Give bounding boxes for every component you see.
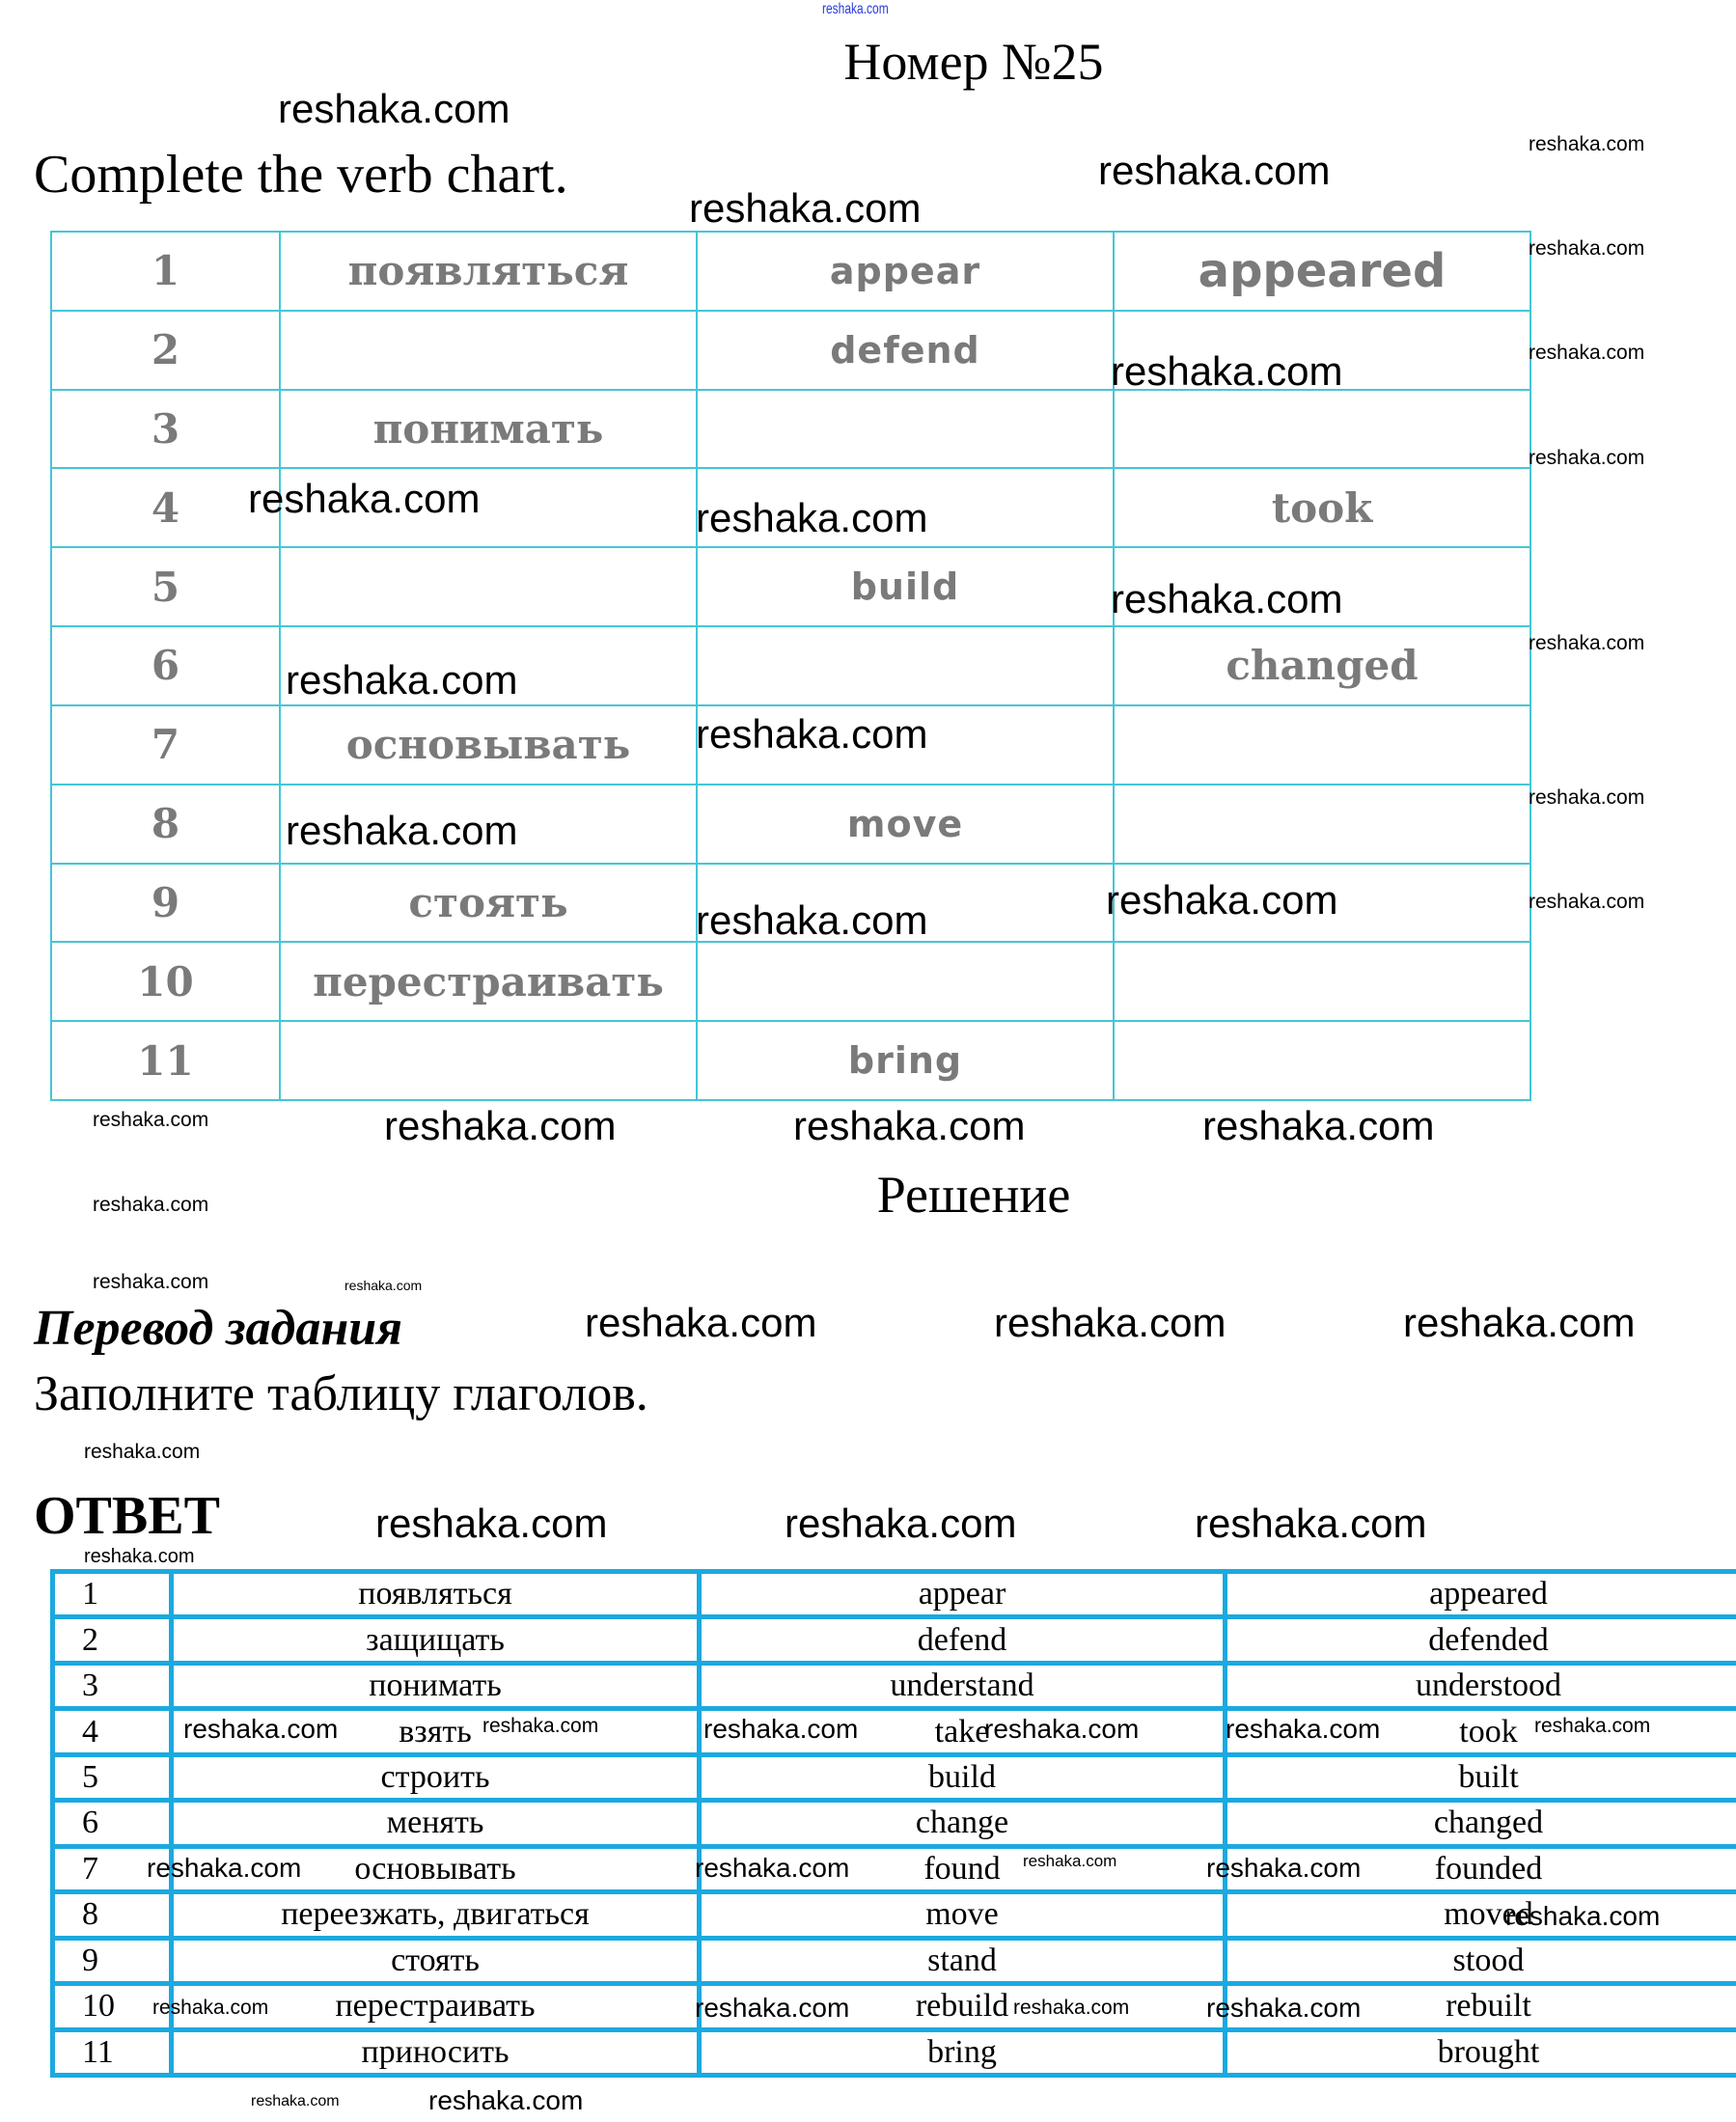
watermark: reshaka.com (1206, 1853, 1362, 1883)
infinitive-cell: bring (700, 2029, 1226, 2075)
infinitive-cell: move (700, 1892, 1226, 1938)
infinitive-cell (697, 390, 1114, 469)
infinitive-cell: move (697, 785, 1114, 864)
row-number-cell: 8 (53, 1892, 172, 1938)
row-number-cell: 1 (53, 1572, 172, 1617)
watermark: reshaka.com (695, 1853, 850, 1883)
past-simple-cell (1114, 390, 1530, 469)
russian-verb-cell: взять (172, 1709, 700, 1754)
watermark: reshaka.com (984, 1714, 1140, 1744)
russian-verb-cell: строить (172, 1754, 700, 1800)
watermark: reshaka.com (1106, 877, 1338, 923)
russian-verb-cell: понимать (280, 390, 697, 469)
russian-verb-cell: основывать (172, 1846, 700, 1891)
solution-heading: Решение (876, 1166, 1071, 1224)
russian-verb-cell: появляться (280, 232, 697, 311)
russian-verb-cell: приносить (172, 2029, 700, 2075)
table-row (51, 942, 1530, 1021)
past-simple-cell: changed (1114, 626, 1530, 705)
row-number-cell: 11 (53, 2029, 172, 2075)
past-simple-cell: took (1114, 468, 1530, 547)
row-number-cell: 6 (53, 1801, 172, 1846)
table-row (53, 1754, 1736, 1800)
row-number-cell: 1 (51, 232, 280, 311)
table-row (53, 2029, 1736, 2075)
watermark: reshaka.com (793, 1103, 1026, 1148)
table-row (53, 1617, 1736, 1663)
russian-verb-cell: стоять (280, 864, 697, 943)
watermark: reshaka.com (84, 1441, 201, 1463)
watermark: reshaka.com (482, 1715, 599, 1737)
watermark: reshaka.com (585, 1300, 817, 1345)
table-row (53, 1846, 1736, 1891)
infinitive-cell: found (700, 1846, 1226, 1891)
row-number-cell: 3 (51, 390, 280, 469)
russian-verb-cell: основывать (280, 705, 697, 785)
row-number-cell: 11 (51, 1021, 280, 1100)
past-simple-cell: appeared (1226, 1572, 1736, 1617)
row-number-cell: 6 (51, 626, 280, 705)
russian-verb-cell: понимать (172, 1663, 700, 1708)
answer-heading: ОТВЕТ (34, 1486, 220, 1546)
infinitive-cell (697, 626, 1114, 705)
table-row (53, 1892, 1736, 1938)
row-number-cell: 5 (53, 1754, 172, 1800)
infinitive-cell: defend (697, 311, 1114, 390)
russian-verb-cell: стоять (172, 1938, 700, 1983)
watermark: reshaka.com (84, 1546, 195, 1567)
row-number-cell: 3 (53, 1663, 172, 1708)
past-simple-cell: brought (1226, 2029, 1736, 2075)
infinitive-cell (697, 942, 1114, 1021)
row-number-cell: 5 (51, 547, 280, 626)
table-row (53, 1572, 1736, 1617)
watermark: reshaka.com (286, 657, 518, 703)
watermark: reshaka.com (1529, 891, 1645, 913)
past-simple-cell: appeared (1114, 232, 1530, 311)
watermark: reshaka.com (994, 1300, 1226, 1345)
watermark: reshaka.com (1529, 447, 1645, 469)
task-instruction: Complete the verb chart. (34, 145, 568, 205)
watermark: reshaka.com (1529, 632, 1645, 654)
infinitive-cell: understand (700, 1663, 1226, 1708)
watermark: reshaka.com (1505, 1901, 1661, 1931)
table-row (51, 232, 1530, 311)
watermark: reshaka.com (695, 1993, 850, 2023)
watermark: reshaka.com (1195, 1501, 1427, 1546)
watermark: reshaka.com (93, 1109, 209, 1131)
watermark: reshaka.com (1023, 1852, 1117, 1870)
table-row (53, 1801, 1736, 1846)
watermark: reshaka.com (428, 2085, 584, 2115)
russian-verb-cell: перестраивать (172, 1984, 700, 2029)
watermark: reshaka.com (1529, 786, 1645, 809)
translation-heading: Перевод задания (34, 1301, 402, 1356)
row-number-cell: 4 (53, 1709, 172, 1754)
past-simple-cell: defended (1226, 1617, 1736, 1663)
past-simple-cell: stood (1226, 1938, 1736, 1983)
infinitive-cell: build (700, 1754, 1226, 1800)
watermark: reshaka.com (1013, 1997, 1130, 2019)
watermark: reshaka.com (1098, 148, 1331, 193)
watermark: reshaka.com (696, 711, 928, 757)
infinitive-cell: rebuild (700, 1984, 1226, 2029)
row-number-cell: 9 (53, 1938, 172, 1983)
watermark: reshaka.com (1202, 1103, 1435, 1148)
past-simple-cell: understood (1226, 1663, 1736, 1708)
row-number-cell: 2 (51, 311, 280, 390)
past-simple-cell: moved (1226, 1892, 1736, 1938)
row-number-cell: 2 (53, 1617, 172, 1663)
row-number-cell: 8 (51, 785, 280, 864)
russian-verb-cell: защищать (172, 1617, 700, 1663)
row-number-cell: 10 (51, 942, 280, 1021)
watermark: reshaka.com (93, 1194, 209, 1216)
past-simple-cell: changed (1226, 1801, 1736, 1846)
infinitive-cell: bring (697, 1021, 1114, 1100)
row-number-cell: 10 (53, 1984, 172, 2029)
russian-verb-cell: появляться (172, 1572, 700, 1617)
past-simple-cell: built (1226, 1754, 1736, 1800)
watermark: reshaka.com (384, 1103, 617, 1148)
watermark: reshaka.com (1529, 342, 1645, 364)
table-row (53, 1938, 1736, 1983)
past-simple-cell: took (1226, 1709, 1736, 1754)
infinitive-cell: appear (697, 232, 1114, 311)
table-row (51, 626, 1530, 705)
infinitive-cell: change (700, 1801, 1226, 1846)
table-row (53, 1663, 1736, 1708)
watermark: reshaka.com (703, 1714, 859, 1744)
watermark: reshaka.com (1206, 1993, 1362, 2023)
row-number-cell: 7 (53, 1846, 172, 1891)
watermark: reshaka.com (1111, 576, 1343, 621)
past-simple-cell: rebuilt (1226, 1984, 1736, 2029)
past-simple-cell: founded (1226, 1846, 1736, 1891)
translation-text: Заполните таблицу глаголов. (34, 1366, 648, 1421)
russian-verb-cell: переезжать, двигаться (172, 1892, 700, 1938)
watermark: reshaka.com (375, 1501, 608, 1546)
row-number-cell: 9 (51, 864, 280, 943)
watermark: reshaka.com (147, 1853, 302, 1883)
page-title: Номер №25 (843, 33, 1104, 91)
past-simple-cell (1114, 705, 1530, 785)
infinitive-cell: take (700, 1709, 1226, 1754)
watermark: reshaka.com (183, 1714, 339, 1744)
past-simple-cell (1114, 942, 1530, 1021)
watermark: reshaka.com (1226, 1714, 1381, 1744)
table-row (53, 1984, 1736, 2029)
table-row (51, 1021, 1530, 1100)
watermark: reshaka.com (248, 476, 481, 521)
row-number-cell: 4 (51, 468, 280, 547)
watermark: reshaka.com (696, 897, 928, 943)
watermark: reshaka.com (1403, 1300, 1636, 1345)
watermark: reshaka.com (689, 185, 922, 231)
russian-verb-cell: перестраивать (280, 942, 697, 1021)
site-link[interactable]: reshaka.com (822, 1, 889, 17)
watermark: reshaka.com (785, 1501, 1017, 1546)
russian-verb-cell (280, 547, 697, 626)
watermark: reshaka.com (696, 495, 928, 540)
infinitive-cell: build (697, 547, 1114, 626)
table-row (51, 390, 1530, 469)
infinitive-cell: appear (700, 1572, 1226, 1617)
watermark: reshaka.com (251, 2093, 340, 2109)
russian-verb-cell: менять (172, 1801, 700, 1846)
watermark: reshaka.com (1111, 348, 1343, 394)
russian-verb-cell (280, 311, 697, 390)
infinitive-cell: stand (700, 1938, 1226, 1983)
row-number-cell: 7 (51, 705, 280, 785)
watermark: reshaka.com (286, 808, 518, 853)
table-row (51, 785, 1530, 864)
answer-verb-table (50, 1569, 1736, 2078)
past-simple-cell (1114, 1021, 1530, 1100)
russian-verb-cell (280, 1021, 697, 1100)
past-simple-cell (1114, 785, 1530, 864)
watermark: reshaka.com (278, 86, 510, 131)
watermark: reshaka.com (344, 1278, 423, 1293)
watermark: reshaka.com (152, 1997, 269, 2019)
watermark: reshaka.com (1529, 237, 1645, 260)
watermark: reshaka.com (93, 1271, 209, 1293)
infinitive-cell: defend (700, 1617, 1226, 1663)
watermark: reshaka.com (1529, 133, 1645, 155)
watermark: reshaka.com (1534, 1715, 1651, 1737)
